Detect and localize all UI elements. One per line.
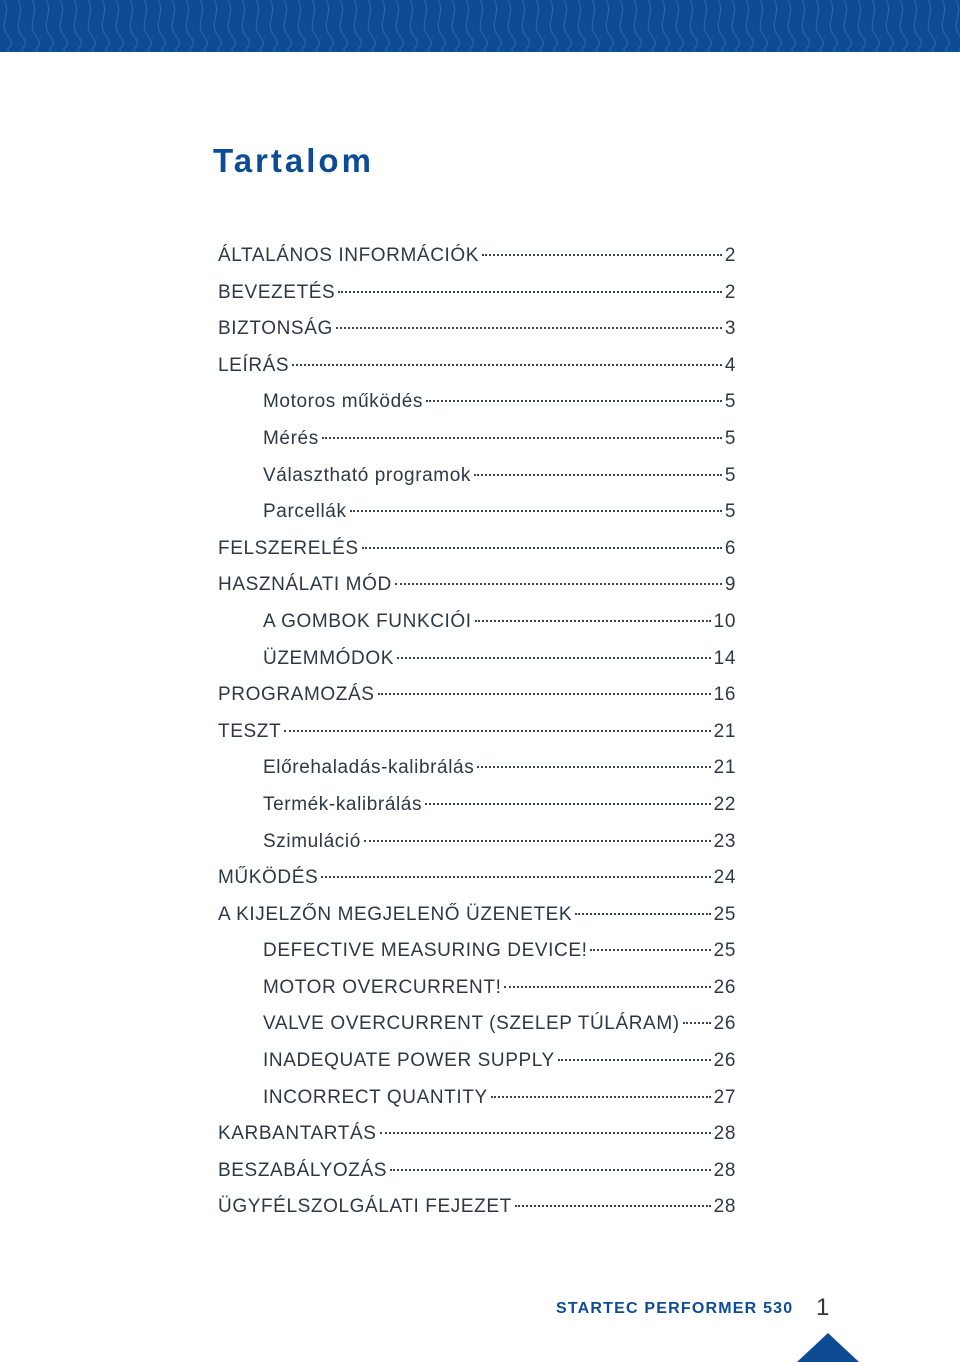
footer-brand: STARTEC PERFORMER 530 <box>556 1300 794 1317</box>
toc-entry-label: INADEQUATE POWER SUPPLY <box>263 1050 555 1072</box>
toc-entry-page: 5 <box>724 501 736 523</box>
page-title: Tartalom <box>213 142 374 179</box>
dot-leader <box>364 840 711 842</box>
toc-entry[interactable] <box>218 311 736 348</box>
toc-entry-page: 26 <box>713 1050 736 1072</box>
dot-leader <box>558 1059 711 1061</box>
toc-entry[interactable] <box>218 275 736 312</box>
wave-pattern <box>0 0 960 52</box>
toc-entry-label: Parcellák <box>263 501 347 523</box>
dot-leader <box>477 766 710 768</box>
toc-entry-page: 26 <box>713 1013 736 1035</box>
dot-leader <box>491 1096 711 1098</box>
toc-entry-page: 2 <box>724 281 736 303</box>
dot-leader <box>397 657 711 659</box>
toc-entry-page: 25 <box>713 940 736 962</box>
toc-entry-page: 2 <box>724 245 736 266</box>
toc-entry[interactable] <box>218 531 736 568</box>
toc-entry-label: Termék-kalibrálás <box>263 793 423 815</box>
toc-entry-label: ÜZEMMÓDOK <box>263 647 395 669</box>
toc-entry-label: TESZT <box>218 720 282 742</box>
toc-entry-label: A KIJELZŐN MEGJELENŐ ÜZENETEK <box>218 903 573 925</box>
toc-entry[interactable] <box>218 567 736 604</box>
toc-entry-label: BESZABÁLYOZÁS <box>218 1159 388 1181</box>
toc-entry-label: Előrehaladás-kalibrálás <box>263 757 475 779</box>
toc-entry-label: ÜGYFÉLSZOLGÁLATI FEJEZET <box>218 1196 512 1218</box>
dot-leader <box>284 730 710 732</box>
toc-entry[interactable] <box>218 824 736 861</box>
toc-entry-page: 28 <box>713 1123 736 1145</box>
toc-entry-page: 16 <box>713 684 736 706</box>
toc-entry-label: Motoros működés <box>263 391 424 413</box>
dot-leader <box>590 949 710 951</box>
table-of-contents <box>218 238 736 1226</box>
toc-entry-page: 23 <box>713 830 736 852</box>
toc-entry-page: 5 <box>724 464 736 486</box>
toc-entry[interactable] <box>218 348 736 385</box>
dot-leader <box>425 803 711 805</box>
corner-triangle-icon <box>797 1333 859 1362</box>
toc-entry[interactable] <box>218 604 736 641</box>
toc-entry[interactable] <box>218 750 736 787</box>
toc-entry-label: HASZNÁLATI MÓD <box>218 574 392 596</box>
toc-entry-page: 4 <box>724 354 736 376</box>
toc-entry[interactable] <box>218 1006 736 1043</box>
toc-entry[interactable] <box>218 787 736 824</box>
dot-leader <box>475 620 711 622</box>
toc-entry[interactable] <box>218 1116 736 1153</box>
toc-entry[interactable] <box>218 494 736 531</box>
toc-entry[interactable] <box>218 970 736 1007</box>
toc-entry[interactable] <box>218 714 736 751</box>
dot-leader <box>390 1169 711 1171</box>
toc-entry-page: 22 <box>713 793 736 815</box>
toc-entry[interactable] <box>218 641 736 678</box>
header-band <box>0 0 960 52</box>
toc-entry[interactable] <box>218 1043 736 1080</box>
dot-leader <box>338 291 722 293</box>
toc-entry[interactable] <box>218 1189 736 1226</box>
toc-entry-label: BIZTONSÁG <box>218 318 333 340</box>
dot-leader <box>515 1205 711 1207</box>
toc-entry-page: 9 <box>724 574 736 596</box>
toc-entry-label: PROGRAMOZÁS <box>218 684 375 706</box>
toc-entry-label: LEÍRÁS <box>218 354 290 376</box>
toc-entry-label: A GOMBOK FUNKCIÓI <box>263 610 472 632</box>
dot-leader <box>504 986 710 988</box>
toc-entry[interactable] <box>218 421 736 458</box>
toc-entry-page: 28 <box>713 1159 736 1181</box>
page-number: 1 <box>816 1294 830 1321</box>
toc-entry[interactable] <box>218 238 736 275</box>
toc-entry[interactable] <box>218 677 736 714</box>
toc-entry-label: Szimuláció <box>263 830 361 852</box>
toc-entry-label: MŰKÖDÉS <box>218 867 319 889</box>
dot-leader <box>378 693 711 695</box>
dot-leader <box>362 547 722 549</box>
toc-entry-page: 14 <box>713 647 736 669</box>
dot-leader <box>395 583 722 585</box>
dot-leader <box>474 474 722 476</box>
toc-entry-page: 3 <box>724 318 736 340</box>
dot-leader <box>321 876 710 878</box>
toc-entry-label: Mérés <box>263 427 319 449</box>
toc-entry-page: 24 <box>713 867 736 889</box>
toc-entry[interactable] <box>218 1080 736 1117</box>
toc-entry-page: 6 <box>724 537 736 559</box>
toc-entry-label: FELSZERELÉS <box>218 537 359 559</box>
toc-entry[interactable] <box>218 384 736 421</box>
toc-entry-label: KARBANTARTÁS <box>218 1123 377 1145</box>
dot-leader <box>350 510 722 512</box>
toc-entry-page: 21 <box>713 757 736 779</box>
toc-entry[interactable] <box>218 860 736 897</box>
toc-entry-page: 26 <box>713 976 736 998</box>
toc-entry-label: ÁLTALÁNOS INFORMÁCIÓK <box>218 245 480 266</box>
toc-entry-page: 10 <box>713 610 736 632</box>
toc-entry-label: BEVEZETÉS <box>218 281 336 303</box>
dot-leader <box>482 254 722 256</box>
toc-entry-page: 25 <box>713 903 736 925</box>
toc-entry-label: Választható programok <box>263 464 471 486</box>
toc-entry-page: 27 <box>713 1086 736 1108</box>
toc-entry-page: 5 <box>724 427 736 449</box>
dot-leader <box>683 1022 711 1024</box>
toc-entry[interactable] <box>218 1153 736 1190</box>
toc-entry-page: 5 <box>724 391 736 413</box>
toc-entry[interactable] <box>218 933 736 970</box>
toc-entry-label: VALVE OVERCURRENT (SZELEP TÚLÁRAM) <box>263 1013 680 1035</box>
dot-leader <box>426 400 722 402</box>
toc-entry-label: MOTOR OVERCURRENT! <box>263 976 502 998</box>
dot-leader <box>292 364 722 366</box>
dot-leader <box>575 913 710 915</box>
dot-leader <box>322 437 722 439</box>
toc-entry-page: 21 <box>713 720 736 742</box>
dot-leader <box>380 1132 711 1134</box>
toc-entry-label: DEFECTIVE MEASURING DEVICE! <box>263 940 588 962</box>
toc-entry[interactable] <box>218 897 736 934</box>
toc-entry-label: INCORRECT QUANTITY <box>263 1086 488 1108</box>
dot-leader <box>336 327 722 329</box>
toc-entry-page: 28 <box>713 1196 736 1218</box>
toc-entry[interactable] <box>218 458 736 495</box>
